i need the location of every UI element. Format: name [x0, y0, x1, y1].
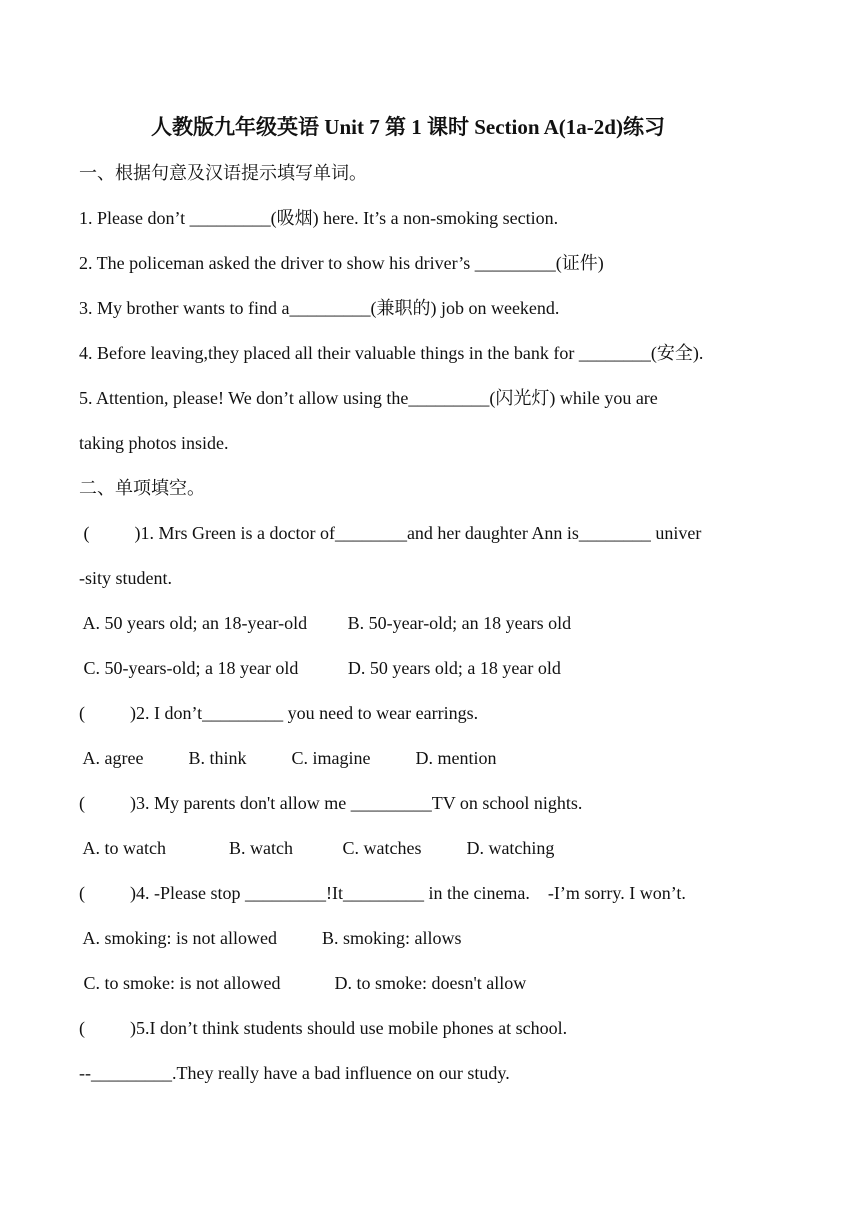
- question-5: ( )5.I don’t think students should use mobile phones at school.: [79, 1018, 568, 1038]
- question-2-options: A. agree B. think C. imagine D. mention: [79, 748, 497, 768]
- question-1-options-ab: A. 50 years old; an 18-year-old B. 50-year-old; an 18 years old: [79, 613, 572, 633]
- question-4: ( )4. -Please stop _________!It_________ in the cinema. -I’m sorry. I won’t.: [79, 883, 686, 903]
- section-1-heading: 一、根据句意及汉语提示填写单词。: [79, 163, 367, 183]
- question-1: ( )1. Mrs Green is a doctor of________and her daughter Ann is________ univer: [79, 523, 702, 543]
- question-4-options-cd: C. to smoke: is not allowed D. to smoke: doesn't allow: [79, 973, 527, 993]
- question-2: ( )2. I don’t_________ you need to wear earrings.: [79, 703, 479, 723]
- fill-in-item-3: 3. My brother wants to find a_________(兼职的) job on weekend.: [79, 298, 560, 318]
- question-3-options: A. to watch B. watch C. watches D. watching: [79, 838, 555, 858]
- fill-in-item-5-continued: taking photos inside.: [79, 433, 229, 453]
- fill-in-item-2: 2. The policeman asked the driver to show his driver’s _________(证件): [79, 253, 604, 273]
- fill-in-item-5: 5. Attention, please! We don’t allow using the_________(闪光灯) while you are: [79, 388, 658, 408]
- fill-in-item-1: 1. Please don’t _________(吸烟) here. It’s a non-smoking section.: [79, 208, 559, 228]
- question-3: ( )3. My parents don't allow me _________TV on school nights.: [79, 793, 583, 813]
- question-1-continued: -sity student.: [79, 568, 172, 588]
- question-1-options-cd: C. 50-years-old; a 18 year old D. 50 years old; a 18 year old: [79, 658, 561, 678]
- fill-in-item-4: 4. Before leaving,they placed all their valuable things in the bank for ________(安全).: [79, 343, 704, 363]
- page-title: 人教版九年级英语 Unit 7 第 1 课时 Section A(1a-2d)练习: [151, 115, 665, 139]
- question-5-reply: --_________.They really have a bad influence on our study.: [79, 1063, 510, 1083]
- section-2-heading: 二、单项填空。: [79, 478, 205, 498]
- question-4-options-ab: A. smoking: is not allowed B. smoking: allows: [79, 928, 462, 948]
